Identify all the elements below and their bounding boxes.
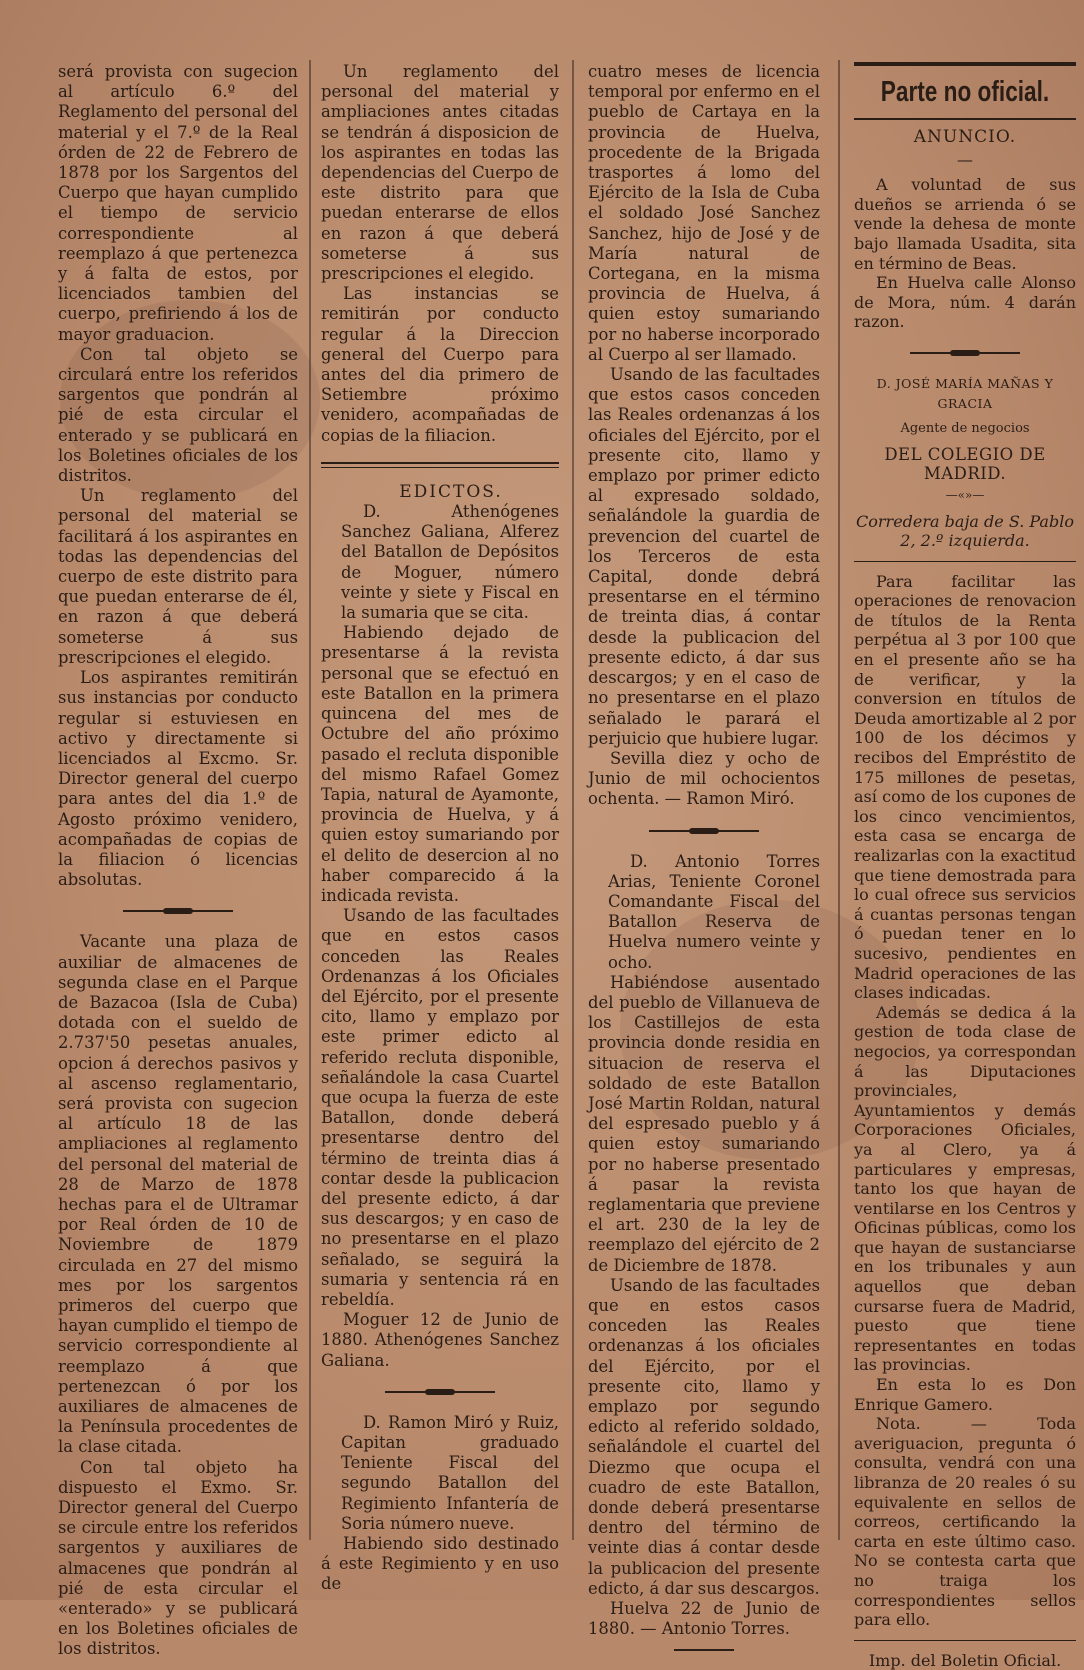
agent-college: DEL COLEGIO DE MADRID. <box>884 444 1046 484</box>
imprint-line: Imp. del Boletin Oficial. <box>868 1650 1062 1670</box>
agent-ornament: —«»— <box>945 487 985 502</box>
ornamental-rule <box>321 1385 559 1399</box>
section-rule <box>321 462 559 468</box>
paragraph: Con tal objeto ha dispuesto el Exmo. Sr. Director general del Cuerpo se circule entre los referidos sargentos y auxiliares de almacenes que pondrán al pié de esta circular el «enterado» y se publicará en los Boletines oficiales de los distritos. <box>58 1457 298 1659</box>
column-divider <box>572 60 574 1540</box>
end-rule <box>674 1649 734 1651</box>
title-rule <box>854 118 1076 120</box>
section-heading-edictos: EDICTOS. <box>399 481 503 502</box>
paragraph: será provista con sugecion al artículo 6.º del Reglamento del personal del material y el 7.º de la Real órden de 22 de Febrero de 1878 por los Sargentos del Cuerpo que hayan cumplido el tiempo de servicio correspondiente al reemplazo á que pertenezca y á falta de estos, por licenciados tambien del cuerpo, prefiriendo á los de mayor graduacion. <box>58 62 298 344</box>
signature-line: Sevilla diez y ocho de Junio de mil ochocientos ochenta. — Ramon Miró. <box>588 748 820 809</box>
dash-ornament: — <box>957 149 973 169</box>
separator <box>854 561 1076 562</box>
paragraph: Usando de las facultades que en estos casos conceden las Reales ordenanzas á los oficiales del Ejército, por el presente cito, llamo y emplazo por segundo edicto al referido soldado, señalándole el cuartel del Diezmo que ocupa el cuadro de este Batallon, donde deberá presentarse dentro del término de veinte dias á contar desde la publicacion del presente edicto, á dar sus descargos. <box>588 1275 820 1598</box>
column-1 <box>58 62 298 1660</box>
column-divider <box>309 60 311 1540</box>
signature-line: Moguer 12 de Junio de 1880. Athenógenes Sanchez Galiana. <box>321 1310 559 1370</box>
ornamental-rule <box>854 346 1076 360</box>
paragraph: Vacante una plaza de auxiliar de almacenes de segunda clase en el Parque de Bazacoa (Isla de Cuba) dotada con el sueldo de 2.737'50 pesetas anuales, opcion á derechos pasivos y al ascenso reglamentario, será provista con sugecion al artículo 18 de las ampliaciones al reglamento del personal del material de 28 de Marzo de 1878 hechas para el de Ultramar por Real órden de 10 de Noviembre de 1879 circulada en 27 del mismo mes por los sargentos primeros del cuerpo que hayan cumplido el tiempo de servicio correspondiente al reemplazo á que pertenezcan ó por los auxiliares de almacenes de la Península procedentes de la clase citada. <box>58 932 298 1457</box>
agent-title: Agente de negocios <box>900 421 1030 437</box>
agent-name: D. JOSÉ MARÍA MAÑAS Y GRACIA <box>876 375 1054 411</box>
column-4 <box>854 62 1076 1670</box>
paragraph: Un reglamento del personal del material y ampliaciones antes citadas se tendrán á disposicion de los aspirantes en todas las dependencias del Cuerpo de este distrito para que puedan enterarse de ellos en razon á que deberá someterse á sus prescripciones el elegido. <box>321 62 559 284</box>
edict-header: D. Athenógenes Sanchez Galiana, Alferez del Batallon de Depósitos de Moguer, número veinte y siete y Fiscal en la sumaria que se cita. <box>341 502 559 623</box>
signature-line: Huelva 22 de Junio de 1880. — Antonio Torres. <box>588 1599 820 1639</box>
agent-address: Corredera baja de S. Pablo 2, 2.º izquierda. <box>856 511 1074 551</box>
paragraph: En esta lo es Don Enrique Gamero. <box>854 1375 1076 1414</box>
paragraph: Las instancias se remitirán por conducto regular á la Direccion general del Cuerpo para antes del dia primero de Setiembre próximo venidero, acompañadas de copias de la filiacion. <box>321 284 559 445</box>
paragraph: cuatro meses de licencia temporal por enfermo en el pueblo de Cartaya en la provincia de Huelva, procedente de la Brigada trasportes á lomo del Ejército de la Isla de Cuba el soldado José Sanchez Sanchez, hijo de José y de María natural de Cortegana, en la misma provincia de Huelva, á quien estoy sumariando por no haberse incorporado al Cuerpo al ser llamado. <box>588 62 820 364</box>
edict-header: D. Antonio Torres Arias, Teniente Coronel Comandante Fiscal del Batallon Reserva de Huelva numero veinte y ocho. <box>608 851 820 972</box>
paragraph: Usando de las facultades que estos casos conceden las Reales ordenanzas á los oficiales del Ejército, por el presente cito, llamo y emplazo por primer edicto al expresado soldado, señalándole la guardia de prevencion del cuartel de los Terceros de esta Capital, donde debrá presentarse en el término de treinta dias, á contar desde la publicacion del presente edicto, á dar sus descargos; y en el caso de no presentarse en el plazo señalado le parará el perjuicio que hubiere lugar. <box>588 365 820 748</box>
ornamental-rule <box>58 904 298 918</box>
paragraph: A voluntad de sus dueños se arrienda ó se vende la dehesa de monte bajo llamada Usadita, sita en término de Beas. <box>854 175 1076 273</box>
top-rule <box>854 62 1076 66</box>
section-title: Parte no oficial. <box>880 76 1050 108</box>
paragraph: Habiendo dejado de presentarse á la revista personal que se efectuó en este Batallon en la primera quincena del mes de Octubre del año próximo pasado el recluta disponible del mismo Rafael Gomez Tapia, natural de Ayamonte, provincia de Huelva, y á quien estoy sumariando por el delito de desercion al no haber comparecido á la indicada revista. <box>321 623 559 905</box>
paragraph: Habiéndose ausentado del pueblo de Villanueva de los Castillejos de esta provincia donde residia en situacion de reserva el soldado de este Batallon José Martin Roldan, natural del espresado pueblo y á quien estoy sumariando por no haberse presentado á pasar la revista reglamentaria que previene el art. 230 de la ley de reemplazo del ejército de 2 de Diciembre de 1878. <box>588 972 820 1275</box>
paragraph: Nota. — Toda averiguacion, pregunta ó consulta, vendrá con una libranza de 20 reales ó su equivalente en sellos de correos, certificando la carta en este último caso. No se contesta carta que no traiga los correspondientes sellos para ello. <box>854 1414 1076 1630</box>
paragraph: Habiendo sido destinado á este Regimiento y en uso de <box>321 1534 559 1594</box>
ornamental-rule <box>588 824 820 838</box>
column-divider <box>838 60 840 1540</box>
paragraph: Un reglamento del personal del material se facilitará á los aspirantes en todas las dependencias del cuerpo de este distrito para que puedan enterarse de él, en razon á que deberá someterse á sus prescripciones el elegido. <box>58 486 298 667</box>
edict-header: D. Ramon Miró y Ruiz, Capitan graduado Teniente Fiscal del segundo Batallon del Regimiento Infantería de Soria número nueve. <box>341 1412 559 1533</box>
anuncio-heading: ANUNCIO. <box>913 127 1017 147</box>
paragraph: Además se dedica á la gestion de toda clase de negocios, ya correspondan á las Diputaciones provinciales, Ayuntamientos y demás Corporaciones Oficiales, ya al Clero, ya á particulares y empresas, tanto los que hayan de ventilarse en los Centros y Oficinas públicas, como los que hayan de sustanciarse en los tribunales y aun aquellos que deban cursarse fuera de Madrid, puesto que tiene representantes en todas las provincias. <box>854 1002 1076 1375</box>
separator <box>854 1640 1076 1641</box>
paragraph: Para facilitar las operaciones de renovacion de títulos de la Renta perpétua al 3 por 100 que en el presente año se ha de verificar, y la conversion en títulos de Deuda amortizable al 2 por 100 de los décimos y recibos del Empréstito de 175 millones de pesetas, así como de los cupones de los cinco vencimientos, esta casa se encarga de realizarlas con la exactitud que tiene demostrada para lo cual ofrece sus servicios á cuantas personas tengan ó puedan tener en lo sucesivo, pendientes en Madrid operaciones de las clases indicadas. <box>854 571 1076 1003</box>
paragraph: Con tal objeto se circulará entre los referidos sargentos que pondrán al pié de esta circular el enterado y se publicará en los Boletines oficiales de los distritos. <box>58 344 298 486</box>
paragraph: Usando de las facultades que en estos casos conceden las Reales Ordenanzas á los Oficiales del Ejército, por el presente cito, llamo y emplazo por este primer edicto al referido recluta disponible, señalándole la casa Cuartel que ocupa la fuerza de este Batallon, donde deberá presentarse dentro del término de treinta dias á contar desde la publicacion del presente edicto, á dar sus descargos; y en caso de no presentarse en el plazo señalado, se seguirá la sumaria y sentencia rá en rebeldía. <box>321 906 559 1309</box>
paragraph: En Huelva calle Alonso de Mora, núm. 4 darán razon. <box>854 273 1076 332</box>
column-3 <box>588 62 820 1661</box>
paragraph: Los aspirantes remitirán sus instancias por conducto regular si estuviesen en activo y directamente si licenciados al Excmo. Sr. Director general del cuerpo para antes del dia 1.º de Agosto próximo venidero, acompañadas de copias de la filiacion ó licencias absolutas. <box>58 668 298 890</box>
column-2 <box>321 62 559 1595</box>
